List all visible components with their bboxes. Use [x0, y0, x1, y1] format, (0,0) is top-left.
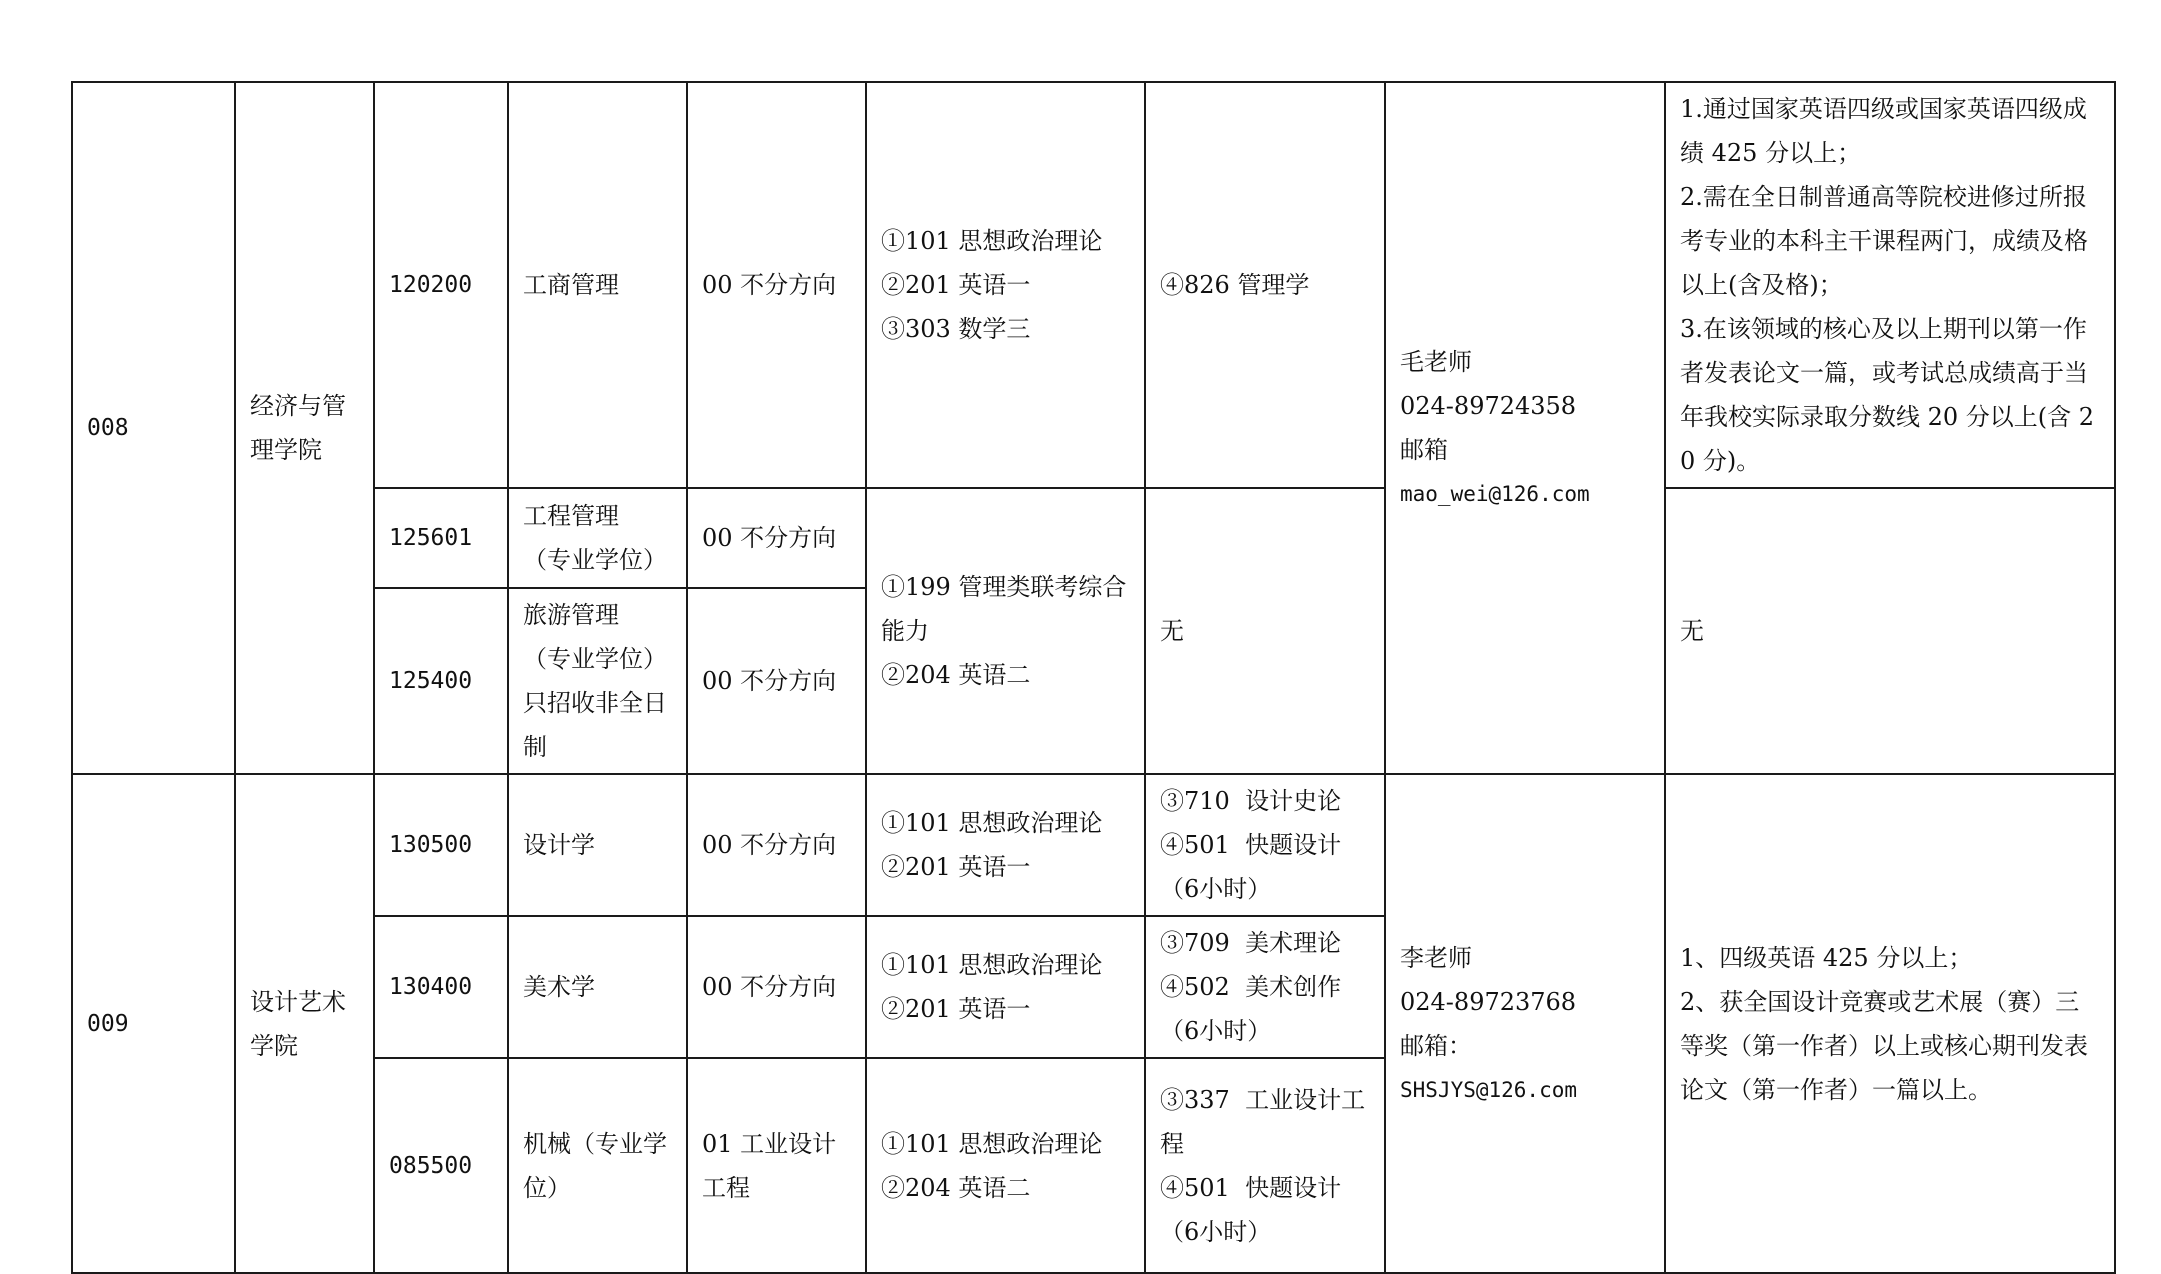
major-exam-cell: 无	[1145, 488, 1385, 774]
specialty-code-cell: 130500	[374, 774, 508, 916]
public-exam-cell: ①101 思想政治理论 ②201 英语一	[866, 774, 1145, 916]
contact-cell: 李老师 024-89723768 邮箱： SHSJYS@126.com	[1385, 774, 1665, 1273]
research-direction-cell: 00 不分方向	[687, 588, 866, 774]
research-direction-cell: 00 不分方向	[687, 488, 866, 588]
specialty-name-cell: 美术学	[508, 916, 687, 1058]
major-exam-cell: ④826 管理学	[1145, 82, 1385, 488]
requirements-cell: 1.通过国家英语四级或国家英语四级成绩 425 分以上； 2.需在全日制普通高等院校进修过所报考专业的本科主干课程两门，成绩及格以上(含及格)； 3.在该领域的核心及以上期刊以第一作者发表论文一篇，或考试总成绩高于当年我校实际录取分数线 20 分以上(含 20 分)。	[1665, 82, 2115, 488]
requirements-cell: 无	[1665, 488, 2115, 774]
college-name-cell: 设计艺术学院	[235, 774, 374, 1273]
specialty-code-cell: 130400	[374, 916, 508, 1058]
specialty-name-cell: 设计学	[508, 774, 687, 916]
admission-catalog-table	[71, 81, 2116, 1274]
contact-cell: 毛老师 024-89724358 邮箱 mao_wei@126.com	[1385, 82, 1665, 774]
specialty-code-cell: 125601	[374, 488, 508, 588]
major-exam-cell: ③337 工业设计工程 ④501 快题设计（6小时）	[1145, 1058, 1385, 1273]
college-code-cell: 009	[72, 774, 235, 1273]
contact-email: mao_wei@126.com	[1400, 482, 1590, 506]
table-row	[72, 82, 2115, 488]
specialty-code-cell: 120200	[374, 82, 508, 488]
public-exam-cell: ①101 思想政治理论 ②201 英语一	[866, 916, 1145, 1058]
major-exam-cell: ③709 美术理论 ④502 美术创作（6小时）	[1145, 916, 1385, 1058]
specialty-name-cell: 工程管理 （专业学位）	[508, 488, 687, 588]
major-exam-cell: ③710 设计史论 ④501 快题设计（6小时）	[1145, 774, 1385, 916]
public-exam-cell: ①199 管理类联考综合能力 ②204 英语二	[866, 488, 1145, 774]
specialty-code-cell: 085500	[374, 1058, 508, 1273]
specialty-name-cell: 旅游管理 （专业学位） 只招收非全日制	[508, 588, 687, 774]
research-direction-cell: 01 工业设计工程	[687, 1058, 866, 1273]
specialty-code-cell: 125400	[374, 588, 508, 774]
research-direction-cell: 00 不分方向	[687, 774, 866, 916]
contact-email: SHSJYS@126.com	[1400, 1077, 1578, 1102]
specialty-name-cell: 工商管理	[508, 82, 687, 488]
table-row	[72, 774, 2115, 916]
public-exam-cell: ①101 思想政治理论 ②204 英语二	[866, 1058, 1145, 1273]
college-name-cell: 经济与管理学院	[235, 82, 374, 774]
table-row	[72, 488, 2115, 588]
specialty-name-cell: 机械（专业学位）	[508, 1058, 687, 1273]
research-direction-cell: 00 不分方向	[687, 82, 866, 488]
requirements-cell: 1、四级英语 425 分以上； 2、获全国设计竞赛或艺术展（赛）三等奖（第一作者）以上或核心期刊发表论文（第一作者）一篇以上。	[1665, 774, 2115, 1273]
public-exam-cell: ①101 思想政治理论 ②201 英语一 ③303 数学三	[866, 82, 1145, 488]
college-code-cell: 008	[72, 82, 235, 774]
research-direction-cell: 00 不分方向	[687, 916, 866, 1058]
